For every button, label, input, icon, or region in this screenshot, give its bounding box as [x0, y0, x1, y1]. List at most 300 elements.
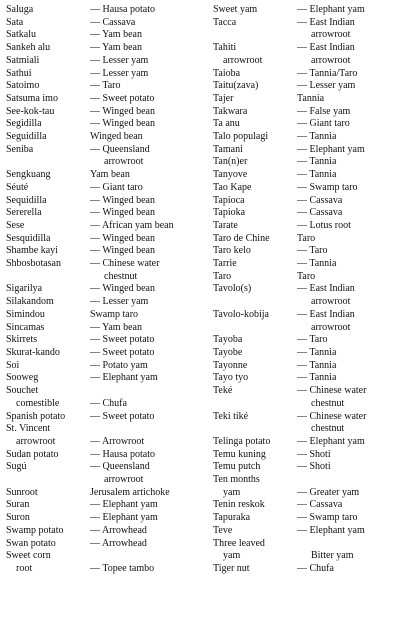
- term-line: Satoimo: [6, 80, 40, 92]
- glossary-entry: [6, 233, 206, 246]
- term-line: Tajer: [213, 92, 234, 104]
- glossary-entry: [213, 182, 405, 195]
- gloss-line: — Yam bean: [90, 321, 142, 333]
- entry-gloss: [90, 182, 206, 195]
- gloss-line: — Swamp taro: [297, 181, 358, 193]
- glossary-entry: [213, 4, 405, 17]
- entry-gloss: [90, 499, 206, 512]
- gloss-line: — Greater yam: [297, 486, 360, 498]
- gloss-line: — Tannia/Taro: [297, 67, 358, 79]
- term-line: Sooweg: [6, 372, 39, 384]
- entry-term: [6, 258, 90, 283]
- glossary-entry: [213, 68, 405, 81]
- glossary-entry: [213, 271, 405, 284]
- gloss-line: — Lotus root: [297, 219, 351, 231]
- entry-gloss: [90, 258, 206, 283]
- gloss-line: arrowroot: [104, 156, 144, 168]
- entry-term: [213, 131, 297, 144]
- term-line: [6, 271, 90, 284]
- glossary-entry: [6, 347, 206, 360]
- gloss-line: — Winged bean: [90, 207, 155, 219]
- term-line: Tayonne: [213, 359, 248, 371]
- gloss-line: — Hausa potato: [90, 448, 155, 460]
- entry-gloss: [297, 347, 405, 360]
- entry-term: [213, 334, 297, 347]
- glossary-entry: [213, 538, 405, 563]
- gloss-line: — East Indian: [297, 308, 355, 320]
- term-line: Tavolo(s): [213, 283, 252, 295]
- entry-term: [6, 538, 90, 551]
- entry-gloss: [297, 131, 405, 144]
- entry-gloss: [297, 525, 405, 538]
- gloss-line: — Winged bean: [90, 283, 155, 295]
- entry-term: [213, 563, 297, 576]
- term-line: Three leaved: [213, 537, 265, 549]
- entry-gloss: [90, 93, 206, 106]
- gloss-line: — Queensland: [90, 143, 150, 155]
- entry-term: [213, 360, 297, 373]
- entry-term: [213, 156, 297, 169]
- entry-term: [213, 538, 297, 563]
- gloss-line: — Swamp taro: [297, 512, 358, 524]
- term-line: Sankeh alu: [6, 42, 51, 54]
- glossary-entry: [213, 118, 405, 131]
- glossary-entry: [6, 93, 206, 106]
- entry-term: [6, 93, 90, 106]
- glossary-entry: [6, 68, 206, 81]
- entry-term: [213, 4, 297, 17]
- glossary-entry: [213, 195, 405, 208]
- term-line: Segidilla: [6, 118, 42, 130]
- gloss-line: — Taro: [297, 334, 328, 346]
- entry-gloss: [90, 80, 206, 93]
- gloss-line: — Chufa: [297, 562, 334, 574]
- entry-gloss: [297, 245, 405, 258]
- entry-gloss: [297, 563, 405, 576]
- gloss-line: — Tannia: [297, 372, 337, 384]
- entry-gloss: [297, 334, 405, 347]
- entry-term: [6, 334, 90, 347]
- entry-gloss: [90, 296, 206, 309]
- entry-gloss: [90, 449, 206, 462]
- entry-gloss: [297, 106, 405, 119]
- entry-gloss: [90, 4, 206, 17]
- glossary-entry: [6, 309, 206, 322]
- glossary-entry: [6, 385, 206, 410]
- entry-gloss: [90, 245, 206, 258]
- entry-term: [6, 461, 90, 486]
- entry-gloss: [90, 512, 206, 525]
- term-line: Sunroot: [6, 486, 38, 498]
- glossary-entry: [6, 283, 206, 296]
- gloss-line: — Chufa: [90, 397, 127, 409]
- glossary-entry: [213, 563, 405, 576]
- gloss-line: — Winged bean: [90, 194, 155, 206]
- glossary-entry: [213, 347, 405, 360]
- gloss-line: — Shoti: [297, 461, 331, 473]
- entry-gloss: [297, 144, 405, 157]
- entry-gloss: [297, 220, 405, 233]
- entry-gloss: [90, 538, 206, 551]
- entry-gloss: [90, 68, 206, 81]
- gloss-line: — Hausa potato: [90, 4, 155, 15]
- term-line: Taro kelo: [213, 245, 251, 257]
- term-line: Tayobe: [213, 346, 243, 358]
- glossary-entry: [213, 93, 405, 106]
- term-line: Satkalu: [6, 29, 36, 41]
- entry-term: [6, 309, 90, 322]
- term-line: yam: [223, 550, 241, 562]
- term-line: Sweet corn: [6, 550, 51, 562]
- entry-term: [213, 309, 297, 334]
- gloss-line: — Arrowroot: [90, 435, 145, 447]
- term-line: Tayoba: [213, 334, 243, 346]
- term-line: [213, 29, 297, 42]
- entry-term: [6, 131, 90, 144]
- entry-gloss: [297, 169, 405, 182]
- entry-term: [6, 106, 90, 119]
- entry-gloss: [90, 411, 206, 424]
- entry-gloss: [90, 42, 206, 55]
- term-line: Sugú: [6, 461, 27, 473]
- gloss-line: [90, 550, 206, 563]
- gloss-line: — Sweet potato: [90, 334, 155, 346]
- entry-term: [6, 4, 90, 17]
- entry-term: [6, 487, 90, 500]
- term-line: Sengkuang: [6, 169, 51, 181]
- gloss-line: — Lesser yam: [90, 296, 149, 308]
- left-column: [6, 4, 206, 576]
- gloss-line: — Chinese water: [297, 385, 367, 397]
- entry-gloss: [90, 309, 206, 322]
- glossary-entry: [213, 42, 405, 67]
- entry-term: [213, 271, 297, 284]
- gloss-line: — Elephant yam: [297, 143, 365, 155]
- entry-term: [213, 93, 297, 106]
- entry-term: [6, 322, 90, 335]
- glossary-entry: [6, 118, 206, 131]
- entry-term: [213, 207, 297, 220]
- entry-term: [213, 283, 297, 308]
- term-line: Simindou: [6, 308, 45, 320]
- glossary-entry: [6, 411, 206, 424]
- gloss-line: — Taro: [90, 80, 121, 92]
- glossary-entry: [6, 449, 206, 462]
- glossary-entry: [6, 131, 206, 144]
- gloss-line: — Yam bean: [90, 42, 142, 54]
- entry-term: [213, 525, 297, 538]
- entry-term: [6, 220, 90, 233]
- entry-term: [6, 42, 90, 55]
- entry-term: [6, 29, 90, 42]
- gloss-line: — Arrowhead: [90, 524, 147, 536]
- entry-gloss: [90, 17, 206, 30]
- glossary-entry: [213, 258, 405, 271]
- glossary-entry: [6, 499, 206, 512]
- term-line: Souchet: [6, 385, 39, 397]
- glossary-entry: [213, 372, 405, 385]
- term-line: Tapioka: [213, 207, 246, 219]
- glossary-entry: [213, 525, 405, 538]
- term-line: Silakandom: [6, 296, 54, 308]
- gloss-line: — Tannia: [297, 258, 337, 270]
- term-line: Ten months: [213, 474, 260, 486]
- entry-term: [213, 17, 297, 42]
- glossary-entry: [213, 169, 405, 182]
- entry-gloss: [297, 499, 405, 512]
- entry-gloss: [297, 385, 405, 410]
- term-line: Teki tiké: [213, 410, 249, 422]
- entry-gloss: [297, 42, 405, 67]
- gloss-line: — Cassava: [297, 207, 343, 219]
- entry-gloss: [90, 55, 206, 68]
- term-line: Taro: [213, 270, 232, 282]
- term-line: Tao Kape: [213, 181, 252, 193]
- term-line: [6, 474, 90, 487]
- entry-gloss: [90, 207, 206, 220]
- entry-term: [6, 347, 90, 360]
- term-line: [213, 296, 297, 309]
- entry-gloss: [90, 220, 206, 233]
- gloss-line: Bitter yam: [311, 550, 354, 562]
- entry-term: [213, 195, 297, 208]
- gloss-line: — Chinese water: [297, 410, 367, 422]
- gloss-line: [297, 538, 405, 551]
- glossary-entry: [6, 106, 206, 119]
- glossary-entry: [213, 207, 405, 220]
- glossary-entry: [6, 245, 206, 258]
- gloss-line: — Elephant yam: [90, 372, 158, 384]
- entry-gloss: [90, 29, 206, 42]
- glossary-entry: [213, 360, 405, 373]
- entry-gloss: [297, 538, 405, 563]
- entry-gloss: [297, 436, 405, 449]
- gloss-line: — Elephant yam: [90, 499, 158, 511]
- term-line: Tiger nut: [213, 562, 250, 574]
- gloss-line: — Lesser yam: [90, 67, 149, 79]
- glossary-entry: [213, 385, 405, 410]
- term-line: Temu kuning: [213, 448, 266, 460]
- glossary-entry: [213, 220, 405, 233]
- entry-gloss: [90, 385, 206, 410]
- glossary-entry: [6, 296, 206, 309]
- glossary-entry: [213, 17, 405, 42]
- entry-term: [213, 233, 297, 246]
- glossary-entry: [213, 309, 405, 334]
- term-line: arrowroot: [223, 54, 263, 66]
- entry-term: [6, 80, 90, 93]
- term-line: Spanish potato: [6, 410, 66, 422]
- term-line: Tarate: [213, 219, 238, 231]
- gloss-line: [90, 423, 206, 436]
- entry-gloss: [297, 156, 405, 169]
- gloss-line: — Sweet potato: [90, 92, 155, 104]
- term-line: Sesquidilla: [6, 232, 51, 244]
- glossary-entry: [213, 245, 405, 258]
- glossary-entry: [6, 461, 206, 486]
- entry-term: [6, 385, 90, 410]
- entry-gloss: [90, 525, 206, 538]
- term-line: Tenin reskok: [213, 499, 265, 511]
- glossary-entry: [213, 411, 405, 436]
- glossary-entry: [213, 334, 405, 347]
- term-line: Sathui: [6, 67, 32, 79]
- gloss-line: — Sweet potato: [90, 346, 155, 358]
- gloss-line: — Chinese water: [90, 258, 160, 270]
- entry-term: [213, 68, 297, 81]
- glossary-entry: [6, 372, 206, 385]
- entry-gloss: [90, 169, 206, 182]
- entry-term: [6, 296, 90, 309]
- entry-gloss: [297, 182, 405, 195]
- entry-term: [213, 169, 297, 182]
- entry-gloss: [90, 423, 206, 448]
- glossary-entry: [6, 29, 206, 42]
- gloss-line: Tannia: [297, 92, 325, 104]
- entry-gloss: [297, 17, 405, 42]
- entry-term: [213, 118, 297, 131]
- term-line: Tacca: [213, 16, 237, 28]
- gloss-line: Yam bean: [90, 169, 130, 181]
- glossary-entry: [6, 487, 206, 500]
- entry-term: [213, 499, 297, 512]
- glossary-entry: [213, 283, 405, 308]
- term-line: Seguidilla: [6, 131, 47, 143]
- term-line: Satmiali: [6, 54, 40, 66]
- glossary-entry: [6, 538, 206, 551]
- entry-term: [213, 220, 297, 233]
- term-line: Séuté: [6, 181, 29, 193]
- entry-gloss: [297, 372, 405, 385]
- term-line: Sincamas: [6, 321, 45, 333]
- right-column: [213, 4, 405, 576]
- term-line: Tamani: [213, 143, 243, 155]
- entry-gloss: [297, 283, 405, 308]
- gloss-line: arrowroot: [311, 29, 351, 41]
- gloss-line: — Topee tambo: [90, 562, 155, 574]
- gloss-line: — Elephant yam: [90, 512, 158, 524]
- term-line: Suran: [6, 499, 30, 511]
- entry-term: [213, 461, 297, 474]
- term-line: [213, 398, 297, 411]
- gloss-line: — Tannia: [297, 346, 337, 358]
- gloss-line: — Giant taro: [90, 181, 143, 193]
- glossary-entry: [213, 156, 405, 169]
- entry-gloss: [297, 449, 405, 462]
- gloss-line: Swamp taro: [90, 308, 139, 320]
- term-line: Ta anu: [213, 118, 240, 130]
- entry-term: [6, 512, 90, 525]
- entry-term: [6, 207, 90, 220]
- entry-gloss: [90, 550, 206, 575]
- gloss-line: — Cassava: [90, 16, 136, 28]
- entry-gloss: [297, 195, 405, 208]
- entry-term: [6, 17, 90, 30]
- gloss-line: Taro: [297, 270, 316, 282]
- entry-gloss: [297, 4, 405, 17]
- entry-term: [6, 411, 90, 424]
- entry-gloss: [90, 487, 206, 500]
- gloss-line: arrowroot: [104, 474, 144, 486]
- gloss-line: — Tannia: [297, 131, 337, 143]
- entry-gloss: [90, 106, 206, 119]
- gloss-line: — Lesser yam: [90, 54, 149, 66]
- entry-term: [6, 499, 90, 512]
- glossary-entry: [6, 525, 206, 538]
- glossary-entry: [6, 144, 206, 169]
- entry-gloss: [90, 461, 206, 486]
- term-line: Sigarilya: [6, 283, 43, 295]
- entry-gloss: [90, 144, 206, 169]
- entry-term: [6, 372, 90, 385]
- entry-term: [213, 436, 297, 449]
- entry-term: [213, 182, 297, 195]
- term-line: [6, 156, 90, 169]
- term-line: Takwara: [213, 105, 248, 117]
- entry-term: [6, 169, 90, 182]
- entry-term: [213, 42, 297, 67]
- glossary-entry: [213, 449, 405, 462]
- glossary-entry: [6, 17, 206, 30]
- entry-term: [213, 347, 297, 360]
- term-line: Saluga: [6, 4, 34, 15]
- gloss-line: arrowroot: [311, 296, 351, 308]
- glossary-entry: [6, 169, 206, 182]
- term-line: [213, 423, 297, 436]
- entry-term: [6, 195, 90, 208]
- term-line: See-kok-tau: [6, 105, 55, 117]
- glossary-entry: [6, 182, 206, 195]
- gloss-line: chestnut: [311, 397, 345, 409]
- glossary-entry: [6, 334, 206, 347]
- gloss-line: — Elephant yam: [297, 4, 365, 15]
- entry-term: [213, 474, 297, 499]
- gloss-line: — Shoti: [297, 448, 331, 460]
- term-line: St. Vincent: [6, 423, 51, 435]
- gloss-line: — Queensland: [90, 461, 150, 473]
- entry-term: [6, 360, 90, 373]
- term-line: Taro de Chine: [213, 232, 270, 244]
- glossary-entry: [6, 55, 206, 68]
- term-line: Soi: [6, 359, 20, 371]
- term-line: Sequidilla: [6, 194, 47, 206]
- term-line: Teké: [213, 385, 233, 397]
- term-line: Talo populagi: [213, 131, 269, 143]
- entry-gloss: [90, 233, 206, 246]
- term-line: Suron: [6, 512, 30, 524]
- entry-gloss: [90, 347, 206, 360]
- entry-gloss: [297, 309, 405, 334]
- entry-term: [6, 233, 90, 246]
- entry-term: [6, 118, 90, 131]
- entry-gloss: [90, 372, 206, 385]
- entry-gloss: [90, 322, 206, 335]
- glossary-entry: [213, 131, 405, 144]
- term-line: Sata: [6, 16, 24, 28]
- glossary-entry: [6, 220, 206, 233]
- glossary-entry: [6, 4, 206, 17]
- entry-term: [213, 385, 297, 410]
- gloss-line: — Cassava: [297, 194, 343, 206]
- term-line: Swan potato: [6, 537, 56, 549]
- gloss-line: Jerusalem artichoke: [90, 486, 170, 498]
- term-line: Tarrie: [213, 258, 237, 270]
- entry-term: [6, 449, 90, 462]
- gloss-line: chestnut: [311, 423, 345, 435]
- gloss-line: — Elephant yam: [297, 524, 365, 536]
- glossary-entry: [6, 258, 206, 283]
- gloss-line: Taro: [297, 232, 316, 244]
